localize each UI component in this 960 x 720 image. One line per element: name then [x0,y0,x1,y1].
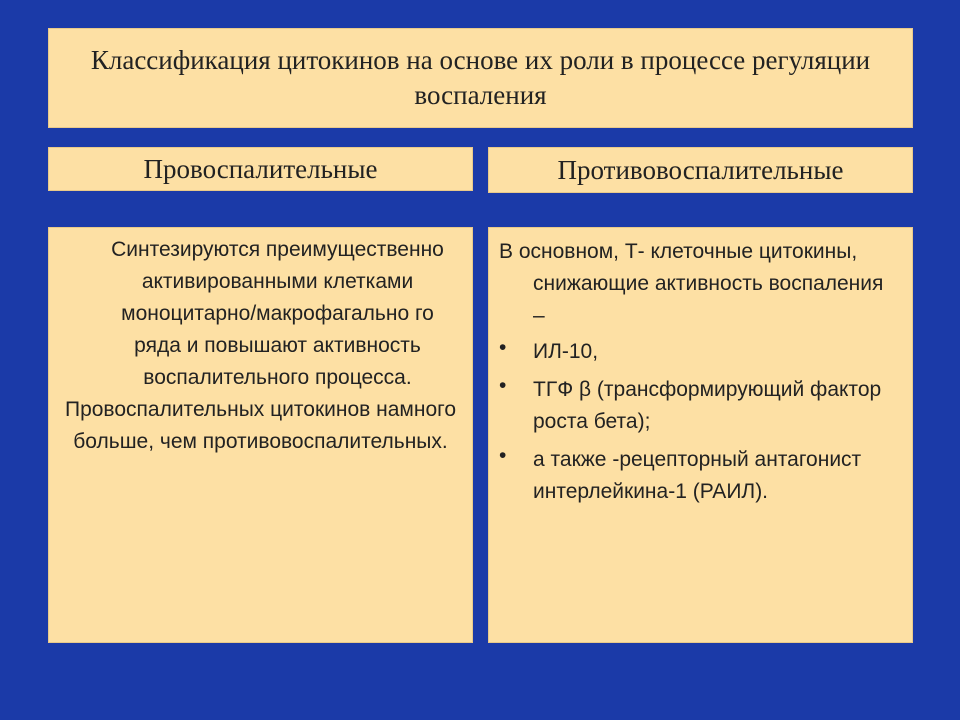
list-item [499,444,898,508]
proinflammatory-paragraph: Провоспалительных цитокинов намного больше, чем противовоспалительных. [64,398,457,453]
list-item-text: ТГФ β (трансформирующий фактор роста бета); [533,378,882,433]
list-item [499,374,898,438]
proinflammatory-paragraph: Синтезируются преимущественно активированными клетками моноцитарно/макрофагально го ряда и повышают активность воспалительного процесса. [111,238,444,389]
title-box [48,28,913,128]
antiinflammatory-list [499,336,898,508]
antiinflammatory-description [488,227,913,643]
bullet-icon: • [499,374,507,397]
list-item-text: ИЛ-10, [533,340,599,363]
heading-antiinflammatory [488,147,913,193]
bullet-icon: • [499,336,507,359]
heading-proinflammatory [48,147,473,191]
heading-antiinflammatory-label: Противовоспалительные [557,154,844,185]
slide-title: Классификация цитокинов на основе их роли в процессе регуляции воспаления [90,45,871,110]
heading-proinflammatory-label: Провоспалительные [143,153,378,184]
proinflammatory-description [48,227,473,643]
antiinflammatory-intro: В основном, Т- клеточные цитокины, снижающие активность воспаления – [499,240,884,327]
list-item-text: а также -рецепторный антагонист интерлейкина-1 (РАИЛ). [533,448,862,503]
bullet-icon: • [499,444,507,467]
list-item [499,336,898,368]
